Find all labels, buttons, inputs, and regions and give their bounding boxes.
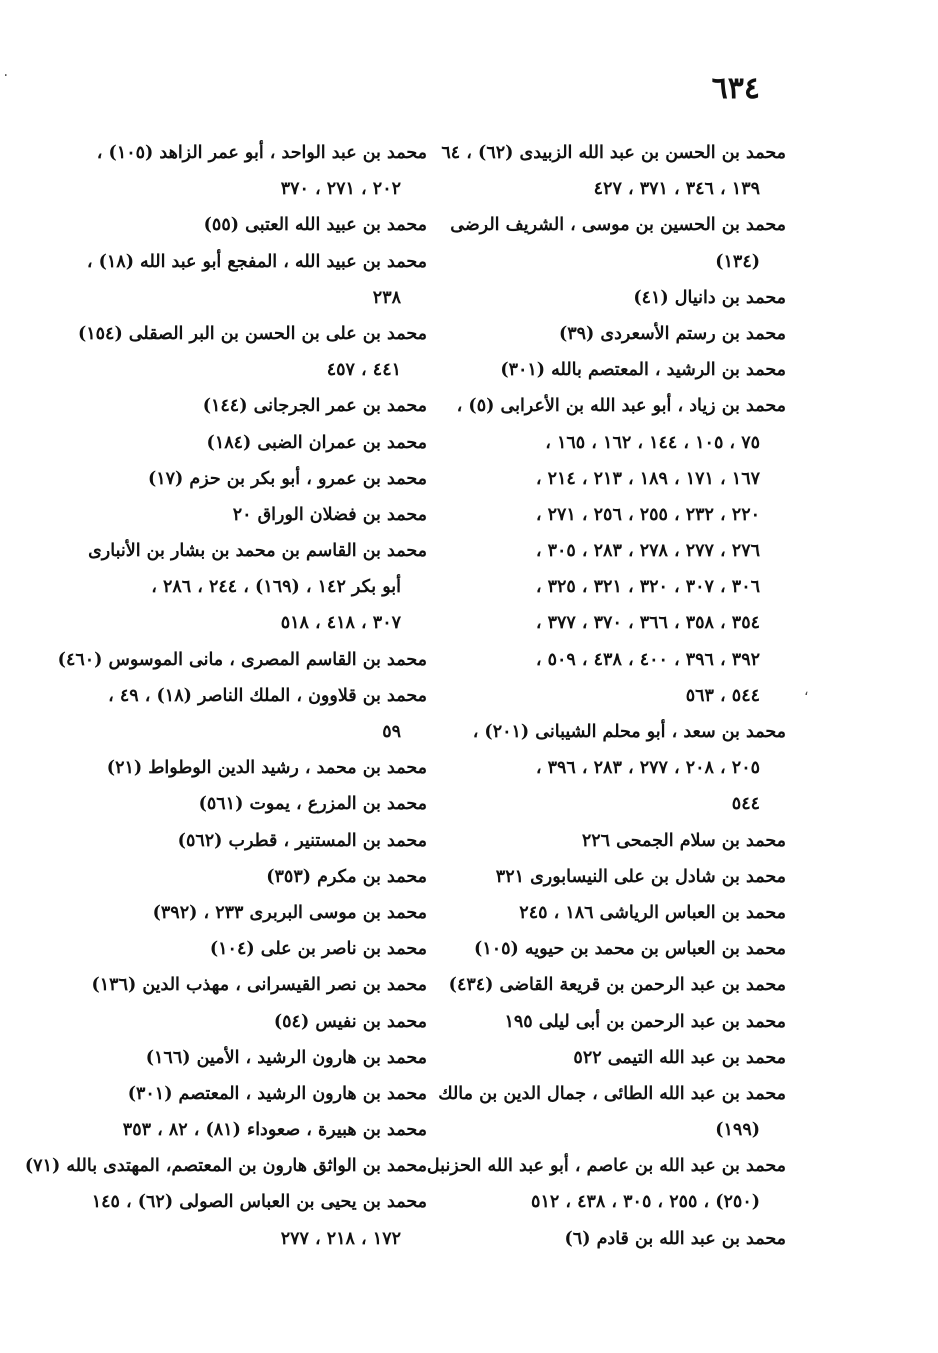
index-entry: محمد بن ناصر بن على (١٠٤) — [209, 939, 427, 960]
index-entry: محمد بن عبد الرحمن بن أبى ليلى ١٩٥ — [504, 1011, 786, 1032]
index-entry: محمد بن نصر القيسرانى ، مهذب الدين (١٣٦) — [91, 975, 427, 996]
index-continuation-line: ٣٩٢ ، ٣٩٦ ، ٤٠٠ ، ٤٣٨ ، ٥٠٩ ، — [535, 649, 760, 670]
index-entry: محمد بن على بن الحسن بن البر الصقلى (١٥٤) — [77, 323, 427, 344]
index-entry: محمد بن فضلان الوراق ٢٠ — [232, 504, 427, 525]
page-number: ٦٣٤ — [711, 71, 760, 106]
index-continuation-line: ٥٤٤ ، ٥٦٣ — [685, 685, 760, 706]
index-entry: محمد بن عبد الله التيمى ٥٢٢ — [573, 1047, 786, 1068]
index-continuation-line: أبو بكر ١٤٢ ، (١٦٩) ، ٢٤٤ ، ٢٨٦ ، — [151, 577, 401, 598]
index-entry: محمد بن عمرو ، أبو بكر بن حزم (١٧) — [147, 468, 427, 489]
index-entry: محمد بن العباس الرياشى ١٨٦ ، ٢٤٥ — [519, 902, 786, 923]
index-continuation-line: ٥٤٤ — [731, 794, 760, 815]
index-entry: محمد بن عبيد الله العتبى (٥٥) — [203, 215, 427, 236]
stray-mark: ، — [804, 683, 809, 699]
index-continuation-line: ٣٥٤ ، ٣٥٨ ، ٣٦٦ ، ٣٧٠ ، ٣٧٧ ، — [535, 613, 760, 634]
index-entry: محمد بن الحسن بن عبد الله الزبيدى (٦٢) ، ٦٤ — [441, 143, 786, 163]
index-entry: محمد بن القاسم المصرى ، مانى الموسوس (٤٦٠) — [57, 649, 427, 670]
index-continuation-line: ٢٠٥ ، ٢٠٨ ، ٢٧٧ ، ٢٨٣ ، ٣٩٦ ، — [535, 758, 760, 779]
index-entry: محمد بن موسى البربرى ٢٣٣ ، (٣٩٢) — [152, 902, 427, 923]
index-continuation-line: ٥٩ — [382, 722, 401, 742]
index-entry: محمد بن عبد الله الطائى ، جمال الدين بن مالك — [438, 1083, 786, 1104]
index-entry: محمد بن سلام الجمحى ٢٢٦ — [581, 830, 786, 851]
index-continuation-line: ٢٢٠ ، ٢٣٢ ، ٢٥٥ ، ٢٥٦ ، ٢٧١ ، — [535, 504, 760, 525]
index-continuation-line: ١٧٢ ، ٢١٨ ، ٢٧٧ — [280, 1228, 401, 1249]
index-continuation-line: ٧٥ ، ١٠٥ ، ١٤٤ ، ١٦٢ ، ١٦٥ ، — [545, 432, 760, 453]
index-continuation-line: ٣٠٦ ، ٣٠٧ ، ٣٢٠ ، ٣٢١ ، ٣٢٥ ، — [535, 577, 760, 598]
index-entry: محمد بن عبد الله بن قادم (٦) — [564, 1228, 786, 1249]
index-continuation-line: (١٩٩) — [715, 1120, 760, 1141]
stray-mark: ٠ — [2, 67, 10, 83]
index-entry: محمد بن العباس بن محمد بن حيويه (١٠٥) — [474, 939, 786, 960]
index-continuation-line: (١٣٤) — [715, 251, 760, 272]
index-entry: محمد بن محمد ، رشيد الدين الوطواط (٢١) — [106, 758, 427, 779]
index-entry: محمد بن المزرع ، يموت (٥٦١) — [198, 794, 427, 815]
index-entry: محمد بن المستنير ، قطرب (٥٦٢) — [177, 830, 427, 851]
index-entry: محمد بن الحسين بن موسى ، الشريف الرضى — [450, 215, 786, 236]
index-entry: محمد بن الواثق هارون بن المعتصم، المهتدى بالله (٧١) — [24, 1156, 427, 1177]
index-continuation-line: ٢٧٦ ، ٢٧٧ ، ٢٧٨ ، ٢٨٣ ، ٣٠٥ ، — [535, 541, 760, 562]
index-entry: محمد بن مكرم (٣٥٣) — [266, 866, 427, 887]
index-continuation-line: ١٣٩ ، ٣٤٦ ، ٣٧١ ، ٤٢٧ — [593, 179, 760, 200]
index-entry: محمد بن عبيد الله ، المفجع أبو عبد الله (١٨) ، — [86, 251, 427, 272]
index-entry: محمد بن نفيس (٥٤) — [273, 1011, 427, 1032]
index-column-left — [24, 135, 427, 1257]
index-entry: محمد بن يحيى بن العباس الصولى (٦٢) ، ١٤٥ — [91, 1192, 427, 1213]
index-column-right — [426, 135, 786, 1257]
index-entry: محمد بن عبد الله بن عاصم ، أبو عبد الله الحزنبل — [426, 1156, 786, 1177]
index-entry: محمد بن رستم الأسعردى (٣٩) — [558, 323, 786, 344]
index-entry: محمد بن عبد الرحمن بن قريعة القاضى (٤٣٤) — [448, 975, 786, 996]
index-entry: محمد بن عمران الضبى (١٨٤) — [206, 432, 427, 453]
index-entry: محمد بن قلاوون ، الملك الناصر (١٨) ، ٤٩ ، — [108, 685, 427, 706]
index-entry: محمد بن هارون الرشيد ، الأمين (١٦٦) — [145, 1047, 427, 1068]
index-entry: محمد بن سعد ، أبو محلم الشيبانى (٢٠١) ، — [472, 722, 786, 742]
index-entry: محمد بن عبد الواحد ، أبو عمر الزاهد (١٠٥) ، — [96, 143, 427, 163]
index-entry: محمد بن القاسم بن محمد بن بشار بن الأنبارى — [88, 541, 427, 562]
index-continuation-line: ٢٣٨ — [372, 287, 401, 308]
index-entry: محمد بن شادل بن على النيسابورى ٣٢١ — [495, 866, 786, 887]
index-continuation-line: ١٦٧ ، ١٧١ ، ١٨٩ ، ٢١٣ ، ٢١٤ ، — [535, 468, 760, 489]
index-continuation-line: ٢٠٢ ، ٢٧١ ، ٣٧٠ — [280, 179, 401, 200]
index-entry: محمد بن هبيرة ، صعوداء (٨١) ، ٨٢ ، ٣٥٣ — [122, 1120, 427, 1141]
index-entry: محمد بن زياد ، أبو عبد الله بن الأعرابى (٥) ، — [456, 396, 786, 417]
index-entry: محمد بن الرشيد ، المعتصم بالله (٣٠١) — [500, 360, 786, 381]
index-continuation-line: (٢٥٠) ، ٢٥٥ ، ٣٠٥ ، ٤٣٨ ، ٥١٢ — [531, 1192, 760, 1213]
index-entry: محمد بن عمر الجرجانى (١٤٤) — [202, 396, 427, 417]
index-entry: محمد بن هارون الرشيد ، المعتصم (٣٠١) — [127, 1083, 427, 1104]
index-continuation-line: ٣٠٧ ، ٤١٨ ، ٥١٨ — [280, 613, 401, 634]
index-continuation-line: ٤٤١ ، ٤٥٧ — [326, 360, 401, 381]
index-entry: محمد بن دانيال (٤١) — [633, 287, 786, 308]
